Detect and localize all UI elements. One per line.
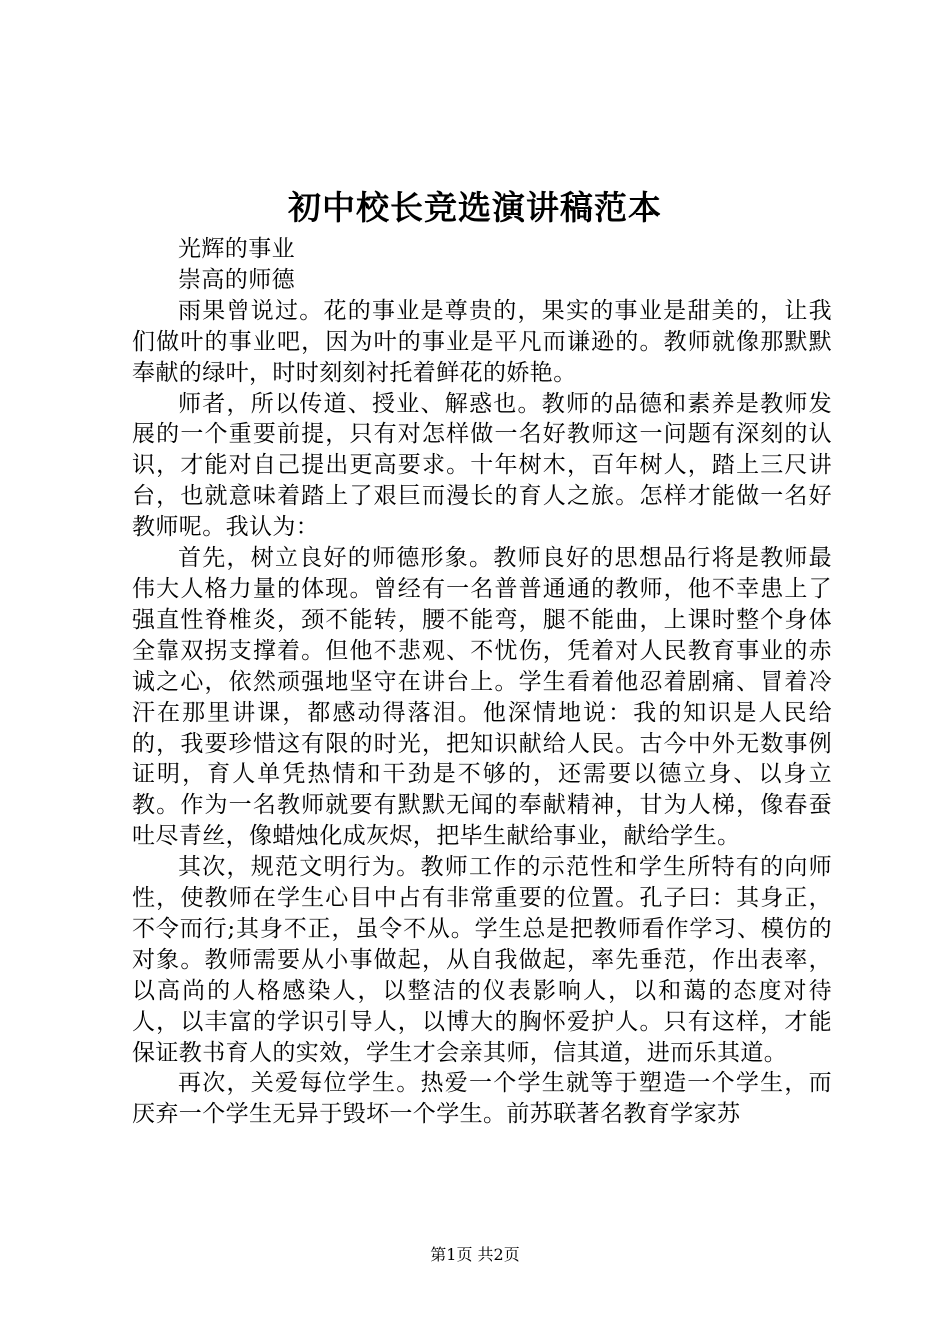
paragraph: 师者，所以传道、授业、解惑也。教师的品德和素养是教师发展的一个重要前提，只有对怎样做一名好教师这一问题有深刻的认识，才能对自己提出更高要求。十年树木，百年树人，踏上三尺讲台，也就意味着踏上了艰巨而漫长的育人之旅。怎样才能做一名好教师呢。我认为：: [132, 390, 832, 541]
paragraph: 首先，树立良好的师德形象。教师良好的思想品行将是教师最伟大人格力量的体现。曾经有一名普普通通的教师，他不幸患上了强直性脊椎炎，颈不能转，腰不能弯，腿不能曲，上课时整个身体全靠双拐支撑着。但他不悲观、不忧伤，凭着对人民教育事业的赤诚之心，依然顽强地坚守在讲台上。学生看着他忍着剧痛、冒着冷汗在那里讲课，都感动得落泪。他深情地说：我的知识是人民给的，我要珍惜这有限的时光，把知识献给人民。古今中外无数事例证明，育人单凭热情和干劲是不够的，还需要以德立身、以身立教。作为一名教师就要有默默无闻的奉献精神，甘为人梯，像春蚕吐尽青丝，像蜡烛化成灰烬，把毕生献给事业，献给学生。: [132, 545, 832, 850]
paragraph: 再次，关爱每位学生。热爱一个学生就等于塑造一个学生，而厌弃一个学生无异于毁坏一个学生。前苏联著名教育学家苏: [132, 1070, 832, 1128]
paragraph: 崇高的师德: [178, 266, 295, 293]
document-body: [132, 234, 832, 1130]
page-footer: 第1页 共2页: [430, 1245, 520, 1264]
paragraph: 光辉的事业: [178, 236, 295, 262]
paragraph: 其次，规范文明行为。教师工作的示范性和学生所特有的向师性，使教师在学生心目中占有非常重要的位置。孔子曰：其身正，不令而行;其身不正，虽令不从。学生总是把教师看作学习、模仿的对象。教师需要从小事做起，从自我做起，率先垂范，作出表率，以高尚的人格感染人，以整洁的仪表影响人，以和蔼的态度对待人，以丰富的学识引导人，以博大的胸怀爱护人。只有这样，才能保证教书育人的实效，学生才会亲其师，信其道，进而乐其道。: [132, 854, 832, 1066]
document-title: 初中校长竞选演讲稿范本: [288, 188, 662, 227]
paragraph: 雨果曾说过。花的事业是尊贵的，果实的事业是甜美的，让我们做叶的事业吧，因为叶的事业是平凡而谦逊的。教师就像那默默奉献的绿叶，时时刻刻衬托着鲜花的娇艳。: [132, 297, 832, 386]
